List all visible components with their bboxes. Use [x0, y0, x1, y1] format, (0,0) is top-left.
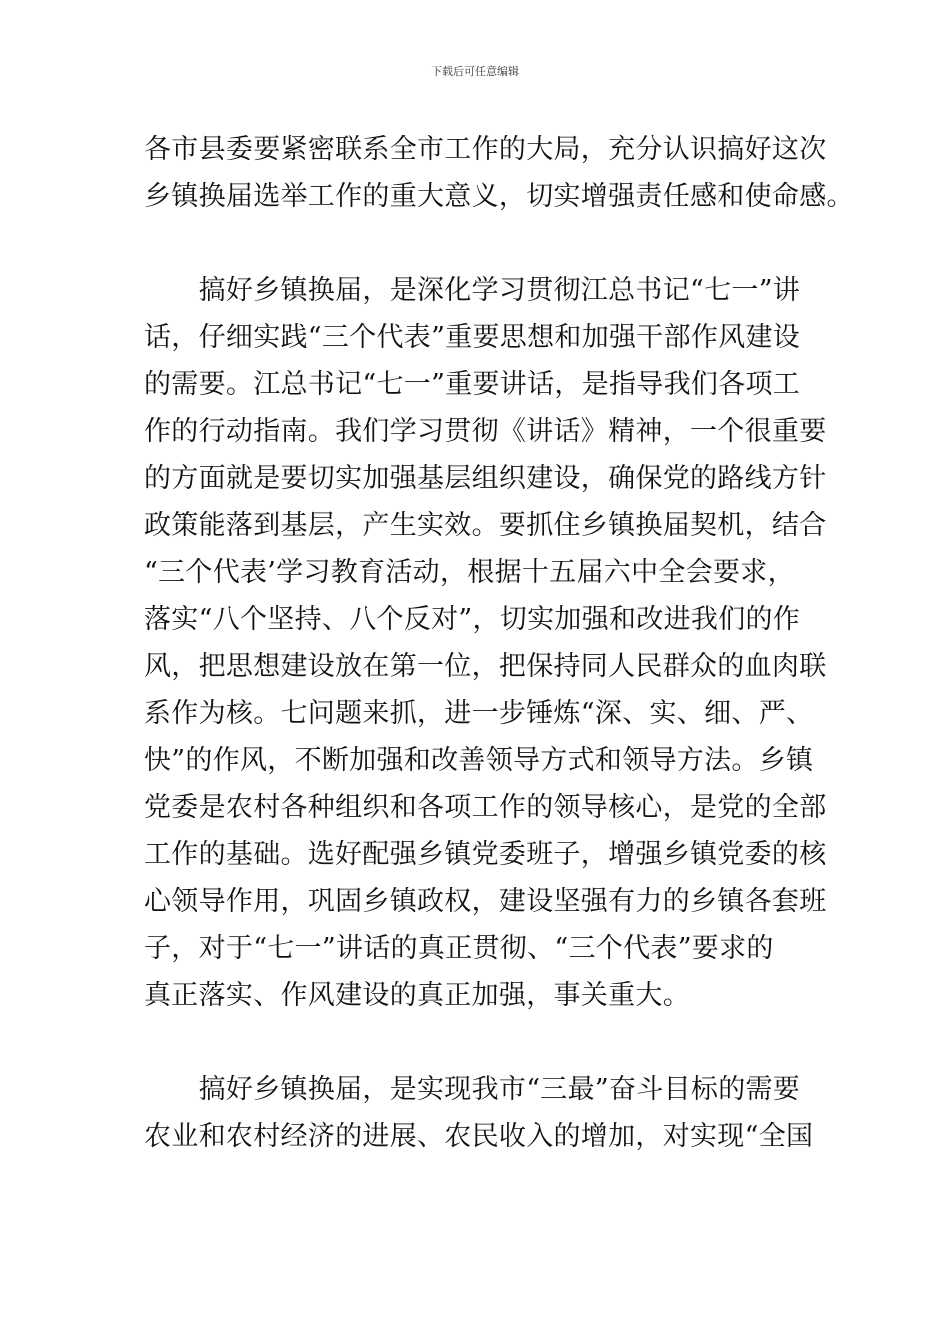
page-header: 下载后可任意编辑 — [431, 65, 519, 78]
paragraph-1 — [144, 126, 854, 220]
text-line: 各市县委要紧密联系全市工作的大局，充分认识搞好这次 — [144, 134, 827, 165]
text-line: 真正落实、作风建设的真正加强，事关重大。 — [144, 980, 690, 1011]
text-line: 党委是农村各种组织和各项工作的领导核心，是党的全部 — [144, 792, 827, 823]
text-line: 作的行动指南。我们学习贯彻《讲话》精神，一个很重要 — [144, 416, 827, 447]
paragraph-gap — [144, 220, 808, 267]
paragraph-2 — [144, 267, 827, 1019]
text-line: 子，对于“七一”讲话的真正贯彻、“三个代表”要求的 — [144, 933, 774, 964]
document-body — [144, 126, 854, 1160]
text-line: 搞好乡镇换届，是实现我市“三最”奋斗目标的需要 — [144, 1074, 801, 1105]
text-line: 风，把思想建设放在第一位，把保持同人民群众的血肉联 — [144, 651, 827, 682]
text-line: 的方面就是要切实加强基层组织建设，确保党的路线方针 — [144, 463, 827, 494]
text-line: 系作为核。七问题来抓，进一步锤炼“深、实、细、严、 — [144, 698, 814, 729]
text-line: 工作的基础。选好配强乡镇党委班子，增强乡镇党委的核 — [144, 839, 827, 870]
paragraph-gap — [144, 1019, 808, 1066]
text-line: 话，仔细实践“三个代表”重要思想和加强干部作风建设 — [144, 322, 801, 353]
text-line: “三个代表’学习教育活动，根据十五届六中全会要求， — [144, 557, 795, 588]
text-line: 快”的作风，不断加强和改善领导方式和领导方法。乡镇 — [144, 745, 814, 776]
text-line: 心领导作用，巩固乡镇政权，建设坚强有力的乡镇各套班 — [144, 886, 827, 917]
text-line: 政策能落到基层，产生实效。要抓住乡镇换届契机，结合 — [144, 510, 827, 541]
text-line: 落实“八个坚持、八个反对”，切实加强和改进我们的作 — [144, 604, 801, 635]
text-line: 农业和农村经济的进展、农民收入的增加，对实现“全国 — [144, 1121, 814, 1152]
text-line: 的需要。江总书记“七一”重要讲话，是指导我们各项工 — [144, 369, 801, 400]
text-line: 搞好乡镇换届，是深化学习贯彻江总书记“七一”讲 — [144, 275, 801, 306]
text-line: 乡镇换届选举工作的重大意义，切实增强责任感和使命感。 — [144, 181, 854, 212]
paragraph-3 — [144, 1066, 814, 1160]
